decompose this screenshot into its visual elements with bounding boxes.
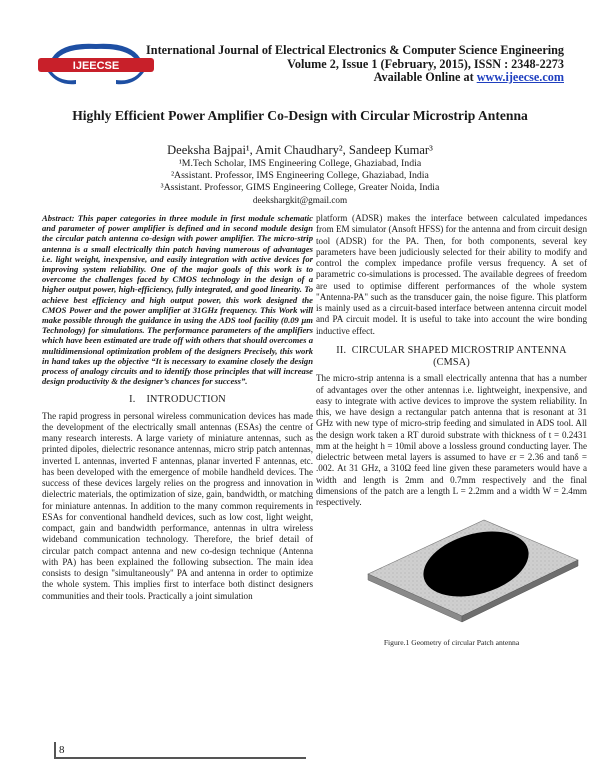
- page-number: 8: [59, 744, 65, 756]
- patch-antenna-illustration: [316, 512, 587, 637]
- journal-availability: [146, 71, 564, 85]
- abstract-text: This paper categories in three module in first module schematic and parameter of power amplifier is defined and in second module design the circular patch antenna co-design with power amplifier. The micro-strip antenna is a small electrically thin patch having numerous of advantages i.e. light weight, inexpensive, and easily integration with active devices for improving system reliability. One of the major goals of this work is to overcome the challenges faced by CMOS technology in the design of a higher output power, high-efficiency, fully integrated, and good linearity. To achieve best efficiency and high output power, this work designed the CMOS Power and the power amplifier at 31GHz frequency. This Work will make possible through the guidance in using the ADS tool facility (0.09 µm Technology) for simulations. The performance parameters of the amplifiers which have been estimated are trade off with others that should overcomes a multidimensional optimization problem of the designers Precisely, this work in hand takes up the objective “It is necessary to examine closely the design process of analogy circuits and to identify those principles that will increase design productivity & the designer’s chances for success”.: [42, 213, 313, 387]
- logo-text: IJEECSE: [72, 60, 120, 72]
- author-list: Deeksha Bajpai¹, Amit Chaudhary², Sandeep Kumar³: [167, 143, 433, 157]
- abstract: [42, 213, 313, 386]
- section-2-title: II. CIRCULAR SHAPED MICROSTRIP ANTENNA: [336, 344, 567, 356]
- figure-1-caption: Figure.1 Geometry of circular Patch antenna: [383, 638, 520, 648]
- section-1-text: The rapid progress in personal wireless communication devices has made the development of the electrically small antennas (ESAs) the centre of many research interests. A large variety of miniature antennas, such as printed dipoles, dielectric resonance antennas, micro strip patch antennas, inverted L antennas, inverted F antennas, planar inverted F antennas, etc. has been developed with the emergence of mobile handheld devices. The success of these devices largely relies on the progress and innovation in dielectric materials, the optimization of size, gain, bandwidth, or matching for miniature antennas. In addition to the many common requirements in ESAs for conventional handheld devices, such as low cost, light weight, compact, gain and bandwidth performance, antennas in ultra wireless wideband communication technology. Therefore, the brief detail of circular patch compact antenna and new co-design technique (Antenna with PA) has been explained the following subsection. The main idea consists to design "simultaneously" PA and antenna in order to optimize the whole system. This implies first to interface both distinct designers communities and their tools. Practically a joint simulation: [42, 410, 313, 601]
- section-2-text: The micro-strip antenna is a small electrically antenna that has a number of advantages over the other antennas i.e. lightweight, inexpensive, and easy to integrate with active devices to improve the system reliability. In this, we have design a rectangular patch antenna that is resonant at 31 GHz with new type of micro-strip feeding and simulated in ADS tool. All the design work taken a RT duroid substrate with thickness of t = 0.2431 mm at the height h = 10mil above a lossless ground conducting layer. The dielectric between metal layers is assumed to have εr = 2.36 and tanδ = .002. At 31 GHz, a 310Ω feed line given these parameters would have a width and length is 2mm and 0.7mm respectively and the final dimensions of the patch are a length L = 2.2mm and a width W = 2.4mm respectively.: [316, 373, 587, 507]
- journal-name: International Journal of Electrical Electronics & Computer Science Engineering: [146, 43, 564, 57]
- section-2-subtitle: (CMSA): [433, 357, 470, 368]
- availability-label: Available Online at: [373, 70, 477, 84]
- affiliation-2: ²Assistant. Professor, IMS Engineering College, Ghaziabad, India: [171, 170, 429, 181]
- intro-continuation: platform (ADSR) makes the interface between calculated impedances from EM simulator (Ansoft HFSS) for the antenna and from circuit design tool (ADSR) for the PA. Then, for both components, several key parameters have been judiciously selected for their ability to modify and control the complex impedance profile versus frequency. A set of parametric co-simulations is processed. The available degrees of freedom are used to optimise different performances of the whole system "Antenna-PA" such as the transducer gain, the noise figure. This platform is mainly used as a circuit-based interface between antenna circuit model and PA circuit model. It is useful to take into account the wire bonding inductive effect.: [316, 213, 587, 336]
- right-column: [316, 213, 587, 649]
- author-email: deekshargkit@gmail.com: [252, 195, 348, 205]
- section-2-heading: [316, 345, 587, 369]
- figure-1: [316, 512, 587, 637]
- section-1-heading: I. INTRODUCTION: [129, 394, 226, 406]
- abstract-label: Abstract:: [42, 213, 75, 223]
- left-column: [42, 213, 313, 602]
- page-footer-rule: [54, 757, 306, 759]
- paper-title: Highly Efficient Power Amplifier Co-Design with Circular Microstrip Antenna: [72, 108, 528, 123]
- affiliation-1: ¹M.Tech Scholar, IMS Engineering College, Ghaziabad, India: [178, 158, 422, 169]
- journal-logo: [36, 40, 158, 90]
- journal-volume: Volume 2, Issue 1 (February, 2015), ISSN : 2348-2273: [287, 56, 564, 71]
- journal-info: [146, 44, 564, 85]
- affiliation-3: ³Assistant. Professor, GIMS Engineering College, Greater Noida, India: [160, 182, 440, 193]
- journal-link[interactable]: www.ijeecse.com: [476, 70, 564, 84]
- page-number-rule-vertical: [54, 742, 56, 758]
- journal-header: [36, 40, 564, 90]
